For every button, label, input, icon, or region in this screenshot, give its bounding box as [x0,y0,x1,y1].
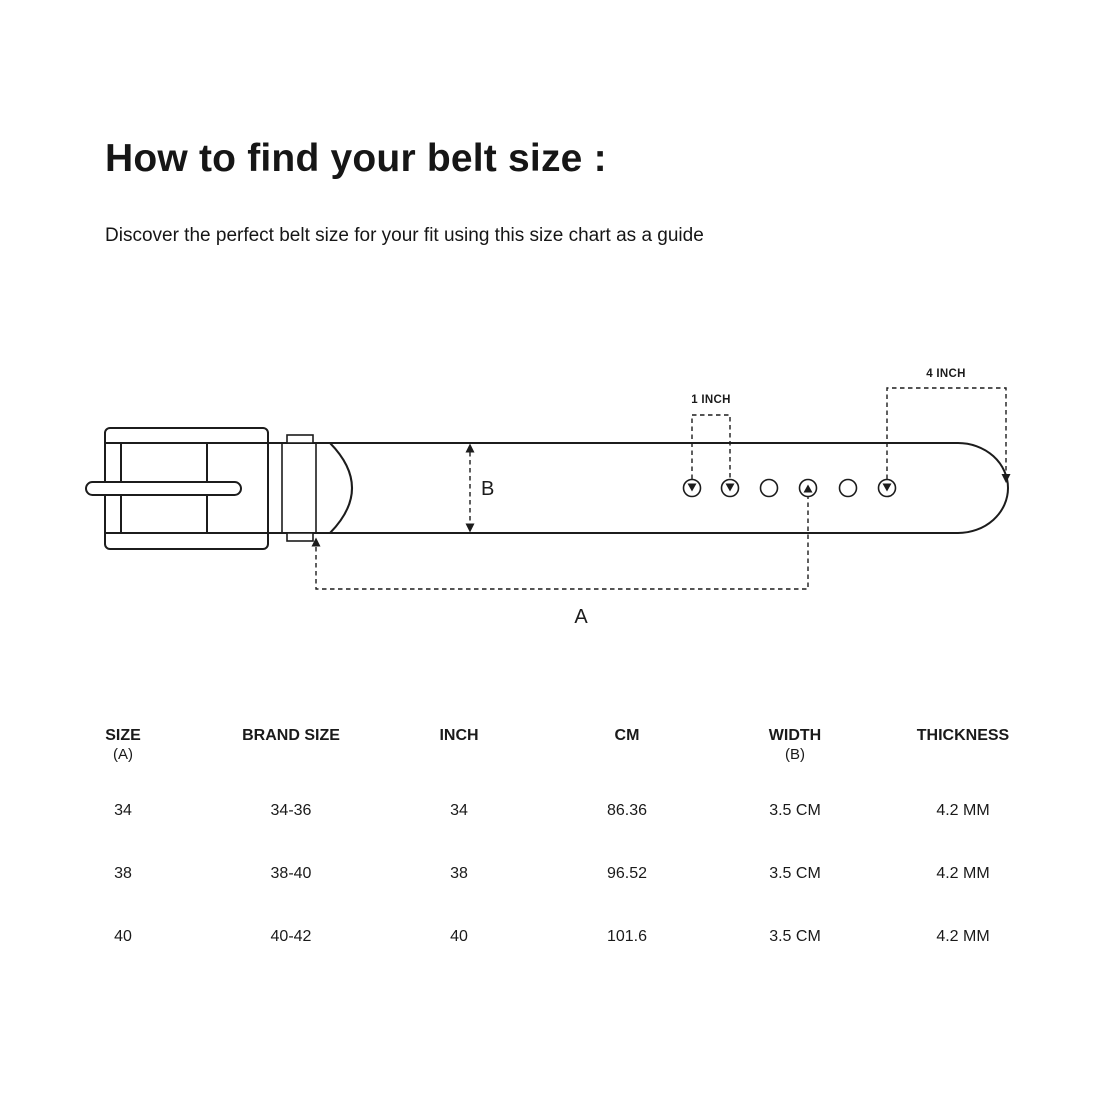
width-marker-label: B [481,478,495,500]
table-cell: 3.5 CM [769,928,821,945]
belt-buckle [86,428,268,549]
belt-diagram [60,345,1060,635]
belt-strap [268,443,1008,533]
table-cell: 38-40 [270,865,312,882]
belt-hole [840,480,857,497]
column-header-thickness: THICKNESS [916,727,1010,744]
table-cell: 3.5 CM [769,865,821,882]
table-cell: 4.2 MM [936,928,990,945]
column-header-inch: INCH [439,727,479,744]
column-header-width: WIDTH (B) [768,727,822,763]
table-cell: 4.2 MM [936,802,990,819]
one-inch-label: 1 INCH [691,394,731,406]
page-title: How to find your belt size : [105,137,607,180]
column-header-brand-size: BRAND SIZE [242,727,340,744]
table-cell: 40 [450,928,468,945]
table-cell: 40 [114,928,132,945]
column-header-size: SIZE (A) [105,727,141,763]
table-cell: 34 [114,802,132,819]
page-subtitle: Discover the perfect belt size for your fit using this size chart as a guide [105,225,704,246]
table-cell: 4.2 MM [936,865,990,882]
buckle-prong [86,482,241,495]
table-cell: 38 [450,865,468,882]
table-cell: 34 [450,802,468,819]
belt-hole [761,480,778,497]
table-cell: 3.5 CM [769,802,821,819]
length-marker-label: A [574,606,588,628]
table-cell: 101.6 [606,928,648,945]
column-header-cm: CM [614,727,640,744]
table-cell: 40-42 [270,928,312,945]
table-cell: 96.52 [606,865,648,882]
size-chart-table [39,726,1047,992]
table-cell: 86.36 [606,802,648,819]
four-inch-label: 4 INCH [926,368,966,380]
table-cell: 38 [114,865,132,882]
table-cell: 34-36 [270,802,312,819]
